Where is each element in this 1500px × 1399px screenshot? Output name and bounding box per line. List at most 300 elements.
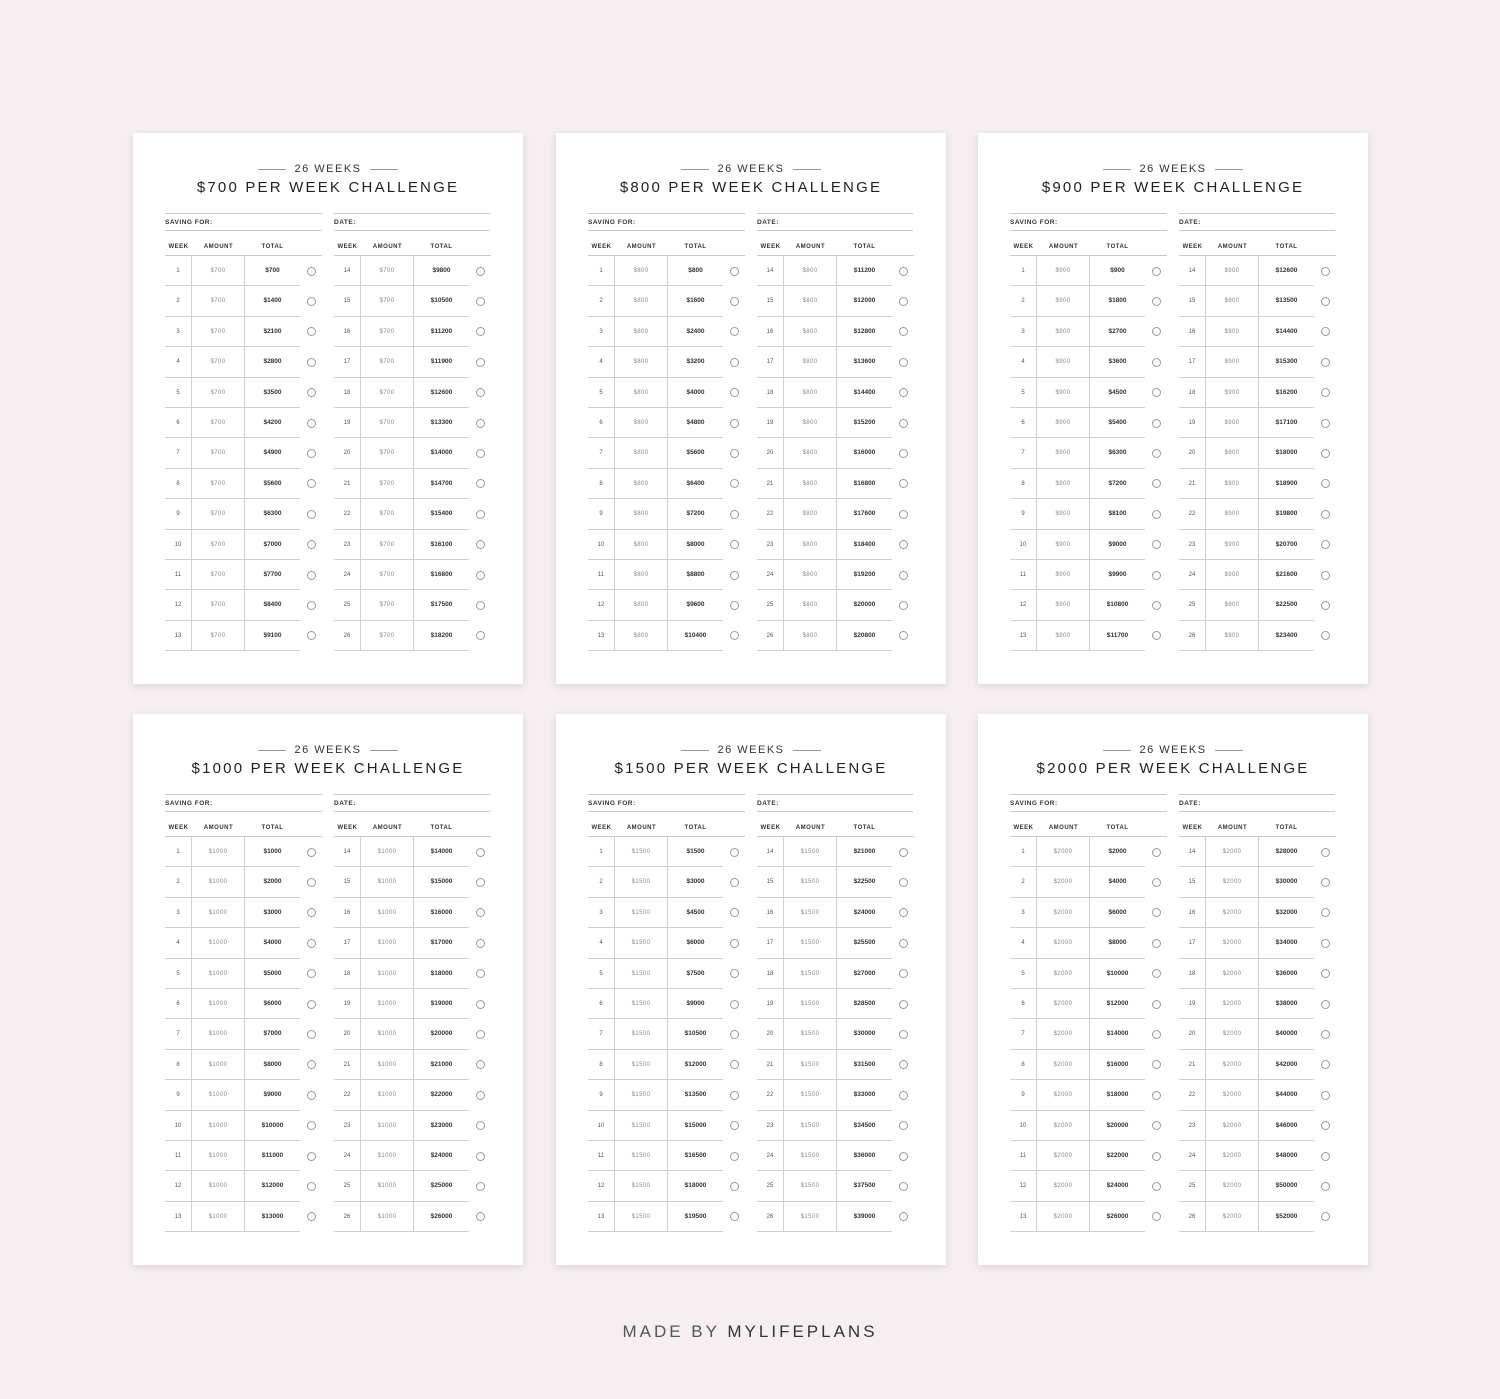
checkbox-circle-icon[interactable] (1152, 388, 1161, 397)
table-row (588, 1111, 745, 1141)
checkbox-circle-icon[interactable] (1152, 419, 1161, 428)
checkbox-circle-icon[interactable] (1152, 1030, 1161, 1039)
table-row (165, 867, 322, 897)
week-amount: $2000 (1206, 1202, 1259, 1232)
checkbox-circle-icon[interactable] (899, 327, 908, 336)
week-amount: $700 (192, 560, 245, 590)
week-total: $4800 (668, 408, 723, 438)
checkbox-circle-icon[interactable] (476, 1212, 485, 1221)
kicker-rule-left (681, 169, 709, 170)
week-amount: $900 (1037, 378, 1090, 408)
week-number: 10 (588, 1111, 615, 1141)
check-cell (469, 378, 491, 408)
checkbox-circle-icon[interactable] (1152, 1000, 1161, 1009)
saving-for-field[interactable]: SAVING FOR: (588, 794, 745, 812)
checkbox-circle-icon[interactable] (307, 939, 316, 948)
check-cell (892, 408, 914, 438)
check-cell (1145, 837, 1167, 867)
checkbox-circle-icon[interactable] (1321, 601, 1330, 610)
week-amount: $1000 (361, 959, 414, 989)
table-row (757, 1050, 914, 1080)
checkbox-circle-icon[interactable] (476, 358, 485, 367)
checkbox-circle-icon[interactable] (1152, 601, 1161, 610)
checkbox-circle-icon[interactable] (1321, 939, 1330, 948)
check-cell (892, 438, 914, 468)
week-amount: $1500 (784, 898, 837, 928)
week-number: 21 (757, 469, 784, 499)
table-row (334, 317, 491, 347)
checkbox-circle-icon[interactable] (476, 1000, 485, 1009)
table-row (1010, 621, 1167, 651)
check-cell (723, 347, 745, 377)
check-cell (892, 837, 914, 867)
weeks-table-1-13 (165, 820, 322, 1232)
checkbox-circle-icon[interactable] (1321, 1060, 1330, 1069)
checkbox-circle-icon[interactable] (730, 571, 739, 580)
checkbox-circle-icon[interactable] (730, 631, 739, 640)
table-row (757, 560, 914, 590)
check-cell (1314, 286, 1336, 316)
week-number: 14 (1179, 837, 1206, 867)
week-amount: $1000 (192, 959, 245, 989)
week-number: 13 (165, 1202, 192, 1232)
checkbox-circle-icon[interactable] (307, 1030, 316, 1039)
checkbox-circle-icon[interactable] (730, 1000, 739, 1009)
checkbox-circle-icon[interactable] (1321, 1212, 1330, 1221)
checkbox-circle-icon[interactable] (899, 1121, 908, 1130)
checkbox-circle-icon[interactable] (730, 1182, 739, 1191)
checkbox-circle-icon[interactable] (476, 1152, 485, 1161)
checkbox-circle-icon[interactable] (307, 908, 316, 917)
checkbox-circle-icon[interactable] (1321, 419, 1330, 428)
checkbox-circle-icon[interactable] (307, 878, 316, 887)
checkbox-circle-icon[interactable] (899, 878, 908, 887)
week-number: 2 (165, 867, 192, 897)
checkbox-circle-icon[interactable] (730, 601, 739, 610)
checkbox-circle-icon[interactable] (476, 631, 485, 640)
checkbox-circle-icon[interactable] (730, 388, 739, 397)
week-number: 8 (165, 1050, 192, 1080)
table-row (165, 438, 322, 468)
week-number: 17 (1179, 347, 1206, 377)
checkbox-circle-icon[interactable] (307, 297, 316, 306)
checkbox-circle-icon[interactable] (1152, 510, 1161, 519)
table-row (588, 1019, 745, 1049)
checkbox-circle-icon[interactable] (899, 848, 908, 857)
checkbox-circle-icon[interactable] (1321, 297, 1330, 306)
table-row (334, 1019, 491, 1049)
checkbox-circle-icon[interactable] (307, 1060, 316, 1069)
checkbox-circle-icon[interactable] (1321, 1000, 1330, 1009)
table-row (757, 621, 914, 651)
week-total: $1500 (668, 837, 723, 867)
table-row (1010, 286, 1167, 316)
checkbox-circle-icon[interactable] (1321, 1121, 1330, 1130)
checkbox-circle-icon[interactable] (307, 1152, 316, 1161)
checkbox-circle-icon[interactable] (1321, 571, 1330, 580)
week-number: 10 (165, 530, 192, 560)
checkbox-circle-icon[interactable] (476, 939, 485, 948)
date-field[interactable]: DATE: (1179, 794, 1335, 812)
checkbox-circle-icon[interactable] (899, 449, 908, 458)
checkbox-circle-icon[interactable] (1321, 510, 1330, 519)
date-field[interactable]: DATE: (334, 213, 490, 231)
table-row (165, 317, 322, 347)
check-cell (300, 256, 322, 286)
checkbox-circle-icon[interactable] (476, 1091, 485, 1100)
checkbox-circle-icon[interactable] (730, 878, 739, 887)
week-total: $18200 (414, 621, 469, 651)
week-total: $17100 (1259, 408, 1314, 438)
checkbox-circle-icon[interactable] (307, 1182, 316, 1191)
checkbox-circle-icon[interactable] (730, 1121, 739, 1130)
week-total: $15400 (414, 499, 469, 529)
checkbox-circle-icon[interactable] (476, 388, 485, 397)
checkbox-circle-icon[interactable] (1321, 267, 1330, 276)
week-number: 5 (1010, 959, 1037, 989)
checkbox-circle-icon[interactable] (307, 388, 316, 397)
checkbox-circle-icon[interactable] (476, 1030, 485, 1039)
checkbox-circle-icon[interactable] (1152, 358, 1161, 367)
header-total: TOTAL (1275, 825, 1298, 831)
checkbox-circle-icon[interactable] (730, 327, 739, 336)
date-field[interactable]: DATE: (757, 213, 913, 231)
checkbox-circle-icon[interactable] (730, 1152, 739, 1161)
table-row (1010, 469, 1167, 499)
table-row (334, 256, 491, 286)
check-cell (1314, 1141, 1336, 1171)
checkbox-circle-icon[interactable] (899, 1091, 908, 1100)
week-total: $30000 (1259, 867, 1314, 897)
header-week: WEEK (168, 825, 189, 831)
checkbox-circle-icon[interactable] (1152, 327, 1161, 336)
table-row (1179, 530, 1336, 560)
checkbox-circle-icon[interactable] (1152, 479, 1161, 488)
checkbox-circle-icon[interactable] (307, 419, 316, 428)
checkbox-circle-icon[interactable] (730, 419, 739, 428)
checkbox-circle-icon[interactable] (476, 969, 485, 978)
checkbox-circle-icon[interactable] (1321, 848, 1330, 857)
checkbox-circle-icon[interactable] (899, 1182, 908, 1191)
checkbox-circle-icon[interactable] (899, 358, 908, 367)
check-cell (723, 378, 745, 408)
checkbox-circle-icon[interactable] (1152, 571, 1161, 580)
checkbox-circle-icon[interactable] (730, 1030, 739, 1039)
week-amount: $1000 (192, 1019, 245, 1049)
checkbox-circle-icon[interactable] (899, 479, 908, 488)
saving-for-field[interactable]: SAVING FOR: (588, 213, 745, 231)
checkbox-circle-icon[interactable] (307, 1212, 316, 1221)
checkbox-circle-icon[interactable] (899, 540, 908, 549)
checkbox-circle-icon[interactable] (476, 878, 485, 887)
week-amount: $700 (361, 317, 414, 347)
header-week: WEEK (591, 825, 612, 831)
checkbox-circle-icon[interactable] (1152, 939, 1161, 948)
check-cell (723, 256, 745, 286)
week-amount: $1000 (361, 1080, 414, 1110)
checkbox-circle-icon[interactable] (899, 297, 908, 306)
checkbox-circle-icon[interactable] (307, 540, 316, 549)
checkbox-circle-icon[interactable] (476, 510, 485, 519)
checkbox-circle-icon[interactable] (730, 358, 739, 367)
week-number: 20 (757, 438, 784, 468)
checkbox-circle-icon[interactable] (899, 939, 908, 948)
checkbox-circle-icon[interactable] (1152, 297, 1161, 306)
checkbox-circle-icon[interactable] (476, 419, 485, 428)
week-number: 9 (588, 499, 615, 529)
week-total: $16500 (668, 1141, 723, 1171)
kicker-rule-left (1103, 750, 1131, 751)
checkbox-circle-icon[interactable] (899, 631, 908, 640)
table-row (165, 590, 322, 620)
checkbox-circle-icon[interactable] (899, 1060, 908, 1069)
checkbox-circle-icon[interactable] (476, 908, 485, 917)
week-amount: $1500 (784, 867, 837, 897)
table-row (588, 1141, 745, 1171)
checkbox-circle-icon[interactable] (307, 969, 316, 978)
check-cell (1145, 989, 1167, 1019)
checkbox-circle-icon[interactable] (730, 1060, 739, 1069)
table-row (588, 256, 745, 286)
checkbox-circle-icon[interactable] (1152, 1121, 1161, 1130)
checkbox-circle-icon[interactable] (1152, 1091, 1161, 1100)
week-number: 22 (334, 499, 361, 529)
table-row (757, 317, 914, 347)
date-field[interactable]: DATE: (757, 794, 913, 812)
week-number: 26 (334, 1202, 361, 1232)
checkbox-circle-icon[interactable] (1152, 908, 1161, 917)
table-header (1010, 239, 1167, 256)
checkbox-circle-icon[interactable] (307, 449, 316, 458)
checkbox-circle-icon[interactable] (1321, 540, 1330, 549)
weeks-table-14-26 (334, 239, 491, 651)
checkbox-circle-icon[interactable] (899, 1212, 908, 1221)
week-number: 11 (165, 560, 192, 590)
table-row (757, 1171, 914, 1201)
saving-for-field[interactable]: SAVING FOR: (1010, 213, 1167, 231)
week-amount: $800 (615, 499, 668, 529)
week-total: $21000 (837, 837, 892, 867)
date-field[interactable]: DATE: (1179, 213, 1335, 231)
table-row (1179, 560, 1336, 590)
checkbox-circle-icon[interactable] (1152, 969, 1161, 978)
week-total: $3200 (668, 347, 723, 377)
checkbox-circle-icon[interactable] (476, 1060, 485, 1069)
week-total: $33000 (837, 1080, 892, 1110)
week-amount: $1000 (192, 989, 245, 1019)
table-row (1179, 590, 1336, 620)
checkbox-circle-icon[interactable] (1152, 1060, 1161, 1069)
week-number: 7 (588, 438, 615, 468)
week-total: $7200 (1090, 469, 1145, 499)
week-total: $5600 (245, 469, 300, 499)
table-row (165, 959, 322, 989)
checkbox-circle-icon[interactable] (1321, 1152, 1330, 1161)
week-total: $2400 (668, 317, 723, 347)
checkbox-circle-icon[interactable] (899, 1030, 908, 1039)
week-number: 25 (334, 590, 361, 620)
check-cell (723, 286, 745, 316)
table-row (757, 1080, 914, 1110)
week-amount: $1500 (615, 1171, 668, 1201)
checkbox-circle-icon[interactable] (476, 571, 485, 580)
week-number: 23 (1179, 1111, 1206, 1141)
checkbox-circle-icon[interactable] (307, 571, 316, 580)
checkbox-circle-icon[interactable] (730, 1091, 739, 1100)
checkbox-circle-icon[interactable] (1152, 540, 1161, 549)
week-number: 1 (1010, 837, 1037, 867)
week-amount: $900 (1206, 286, 1259, 316)
checkbox-circle-icon[interactable] (1152, 449, 1161, 458)
checkbox-circle-icon[interactable] (730, 1212, 739, 1221)
week-number: 18 (334, 378, 361, 408)
week-amount: $800 (615, 286, 668, 316)
check-cell (1145, 1019, 1167, 1049)
header-check (469, 239, 491, 255)
checkbox-circle-icon[interactable] (899, 571, 908, 580)
checkbox-circle-icon[interactable] (1321, 1030, 1330, 1039)
week-total: $7000 (245, 1019, 300, 1049)
checkbox-circle-icon[interactable] (899, 510, 908, 519)
table-row (1010, 1171, 1167, 1201)
week-number: 2 (588, 867, 615, 897)
checkbox-circle-icon[interactable] (307, 327, 316, 336)
checkbox-circle-icon[interactable] (899, 267, 908, 276)
table-row (334, 499, 491, 529)
checkbox-circle-icon[interactable] (730, 848, 739, 857)
checkbox-circle-icon[interactable] (730, 540, 739, 549)
saving-for-field[interactable]: SAVING FOR: (165, 794, 322, 812)
checkbox-circle-icon[interactable] (730, 479, 739, 488)
week-number: 11 (165, 1141, 192, 1171)
week-total: $26000 (414, 1202, 469, 1232)
saving-for-field[interactable]: SAVING FOR: (165, 213, 322, 231)
checkbox-circle-icon[interactable] (1321, 878, 1330, 887)
checkbox-circle-icon[interactable] (307, 848, 316, 857)
checkbox-circle-icon[interactable] (1152, 878, 1161, 887)
checkbox-circle-icon[interactable] (1152, 267, 1161, 276)
checkbox-circle-icon[interactable] (1152, 1182, 1161, 1191)
checkbox-circle-icon[interactable] (730, 449, 739, 458)
checkbox-circle-icon[interactable] (730, 267, 739, 276)
check-cell (1314, 499, 1336, 529)
week-total: $7000 (245, 530, 300, 560)
check-cell (892, 928, 914, 958)
check-cell (1314, 837, 1336, 867)
week-total: $1600 (668, 286, 723, 316)
checkbox-circle-icon[interactable] (307, 1121, 316, 1130)
checkbox-circle-icon[interactable] (899, 1152, 908, 1161)
checkbox-circle-icon[interactable] (476, 601, 485, 610)
checkbox-circle-icon[interactable] (899, 388, 908, 397)
checkbox-circle-icon[interactable] (307, 1000, 316, 1009)
checkbox-circle-icon[interactable] (1321, 1182, 1330, 1191)
table-row (1010, 590, 1167, 620)
checkbox-circle-icon[interactable] (1321, 969, 1330, 978)
checkbox-circle-icon[interactable] (476, 327, 485, 336)
header-amount: AMOUNT (203, 825, 234, 831)
check-cell (469, 621, 491, 651)
checkbox-circle-icon[interactable] (1321, 631, 1330, 640)
checkbox-circle-icon[interactable] (476, 449, 485, 458)
week-amount: $700 (192, 378, 245, 408)
week-total: $36000 (1259, 959, 1314, 989)
checkbox-circle-icon[interactable] (1321, 327, 1330, 336)
checkbox-circle-icon[interactable] (476, 848, 485, 857)
week-amount: $1500 (615, 837, 668, 867)
check-cell (1314, 1111, 1336, 1141)
checkbox-circle-icon[interactable] (476, 479, 485, 488)
week-amount: $2000 (1037, 1080, 1090, 1110)
checkbox-circle-icon[interactable] (476, 267, 485, 276)
checkbox-circle-icon[interactable] (1152, 1212, 1161, 1221)
checkbox-circle-icon[interactable] (476, 297, 485, 306)
saving-for-field[interactable]: SAVING FOR: (1010, 794, 1167, 812)
table-row (334, 898, 491, 928)
checkbox-circle-icon[interactable] (730, 969, 739, 978)
week-number: 15 (334, 286, 361, 316)
checkbox-circle-icon[interactable] (307, 267, 316, 276)
checkbox-circle-icon[interactable] (730, 510, 739, 519)
check-cell (1145, 1171, 1167, 1201)
checkbox-circle-icon[interactable] (899, 908, 908, 917)
checkbox-circle-icon[interactable] (899, 1000, 908, 1009)
week-number: 14 (1179, 256, 1206, 286)
week-amount: $1000 (192, 867, 245, 897)
header-week: WEEK (168, 244, 189, 250)
checkbox-circle-icon[interactable] (476, 1121, 485, 1130)
checkbox-circle-icon[interactable] (1152, 848, 1161, 857)
checkbox-circle-icon[interactable] (899, 969, 908, 978)
checkbox-circle-icon[interactable] (307, 358, 316, 367)
week-number: 16 (757, 898, 784, 928)
week-number: 13 (588, 1202, 615, 1232)
checkbox-circle-icon[interactable] (1321, 1091, 1330, 1100)
checkbox-circle-icon[interactable] (307, 479, 316, 488)
checkbox-circle-icon[interactable] (1321, 479, 1330, 488)
checkbox-circle-icon[interactable] (899, 601, 908, 610)
week-amount: $1000 (361, 1171, 414, 1201)
checkbox-circle-icon[interactable] (476, 1182, 485, 1191)
header-amount: AMOUNT (203, 244, 234, 250)
checkbox-circle-icon[interactable] (307, 601, 316, 610)
table-row (757, 928, 914, 958)
checkbox-circle-icon[interactable] (1152, 1152, 1161, 1161)
check-cell (469, 469, 491, 499)
checkbox-circle-icon[interactable] (307, 631, 316, 640)
checkbox-circle-icon[interactable] (476, 540, 485, 549)
week-total: $36000 (837, 1141, 892, 1171)
check-cell (892, 499, 914, 529)
checkbox-circle-icon[interactable] (730, 297, 739, 306)
checkbox-circle-icon[interactable] (899, 419, 908, 428)
checkbox-circle-icon[interactable] (307, 1091, 316, 1100)
week-amount: $700 (192, 590, 245, 620)
checkbox-circle-icon[interactable] (730, 939, 739, 948)
checkbox-circle-icon[interactable] (1321, 358, 1330, 367)
check-cell (469, 1202, 491, 1232)
checkbox-circle-icon[interactable] (1152, 631, 1161, 640)
date-field[interactable]: DATE: (334, 794, 490, 812)
checkbox-circle-icon[interactable] (1321, 449, 1330, 458)
checkbox-circle-icon[interactable] (307, 510, 316, 519)
checkbox-circle-icon[interactable] (1321, 908, 1330, 917)
checkbox-circle-icon[interactable] (1321, 388, 1330, 397)
table-row (1179, 408, 1336, 438)
week-total: $11700 (1090, 621, 1145, 651)
week-total: $34500 (837, 1111, 892, 1141)
checkbox-circle-icon[interactable] (730, 908, 739, 917)
